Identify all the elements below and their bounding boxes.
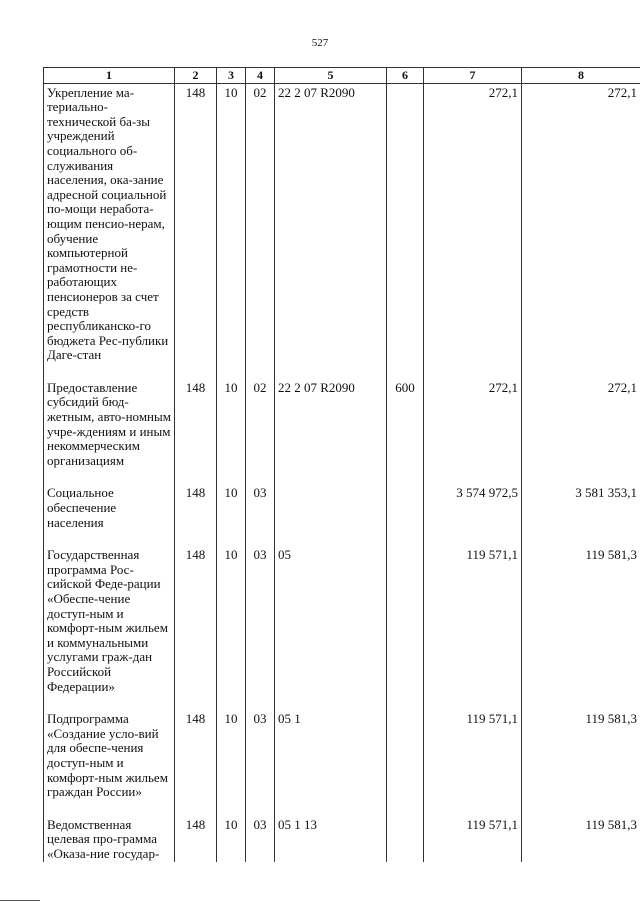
- cell-col-4: 03: [246, 546, 275, 694]
- cell-col-3: 10: [217, 83, 246, 363]
- budget-table: [43, 67, 640, 862]
- cell-col-5: 22 2 07 R2090: [275, 83, 387, 363]
- cell-col-4: 02: [246, 379, 275, 469]
- cell-col-6: [387, 816, 424, 862]
- cell-col-6: [387, 546, 424, 694]
- cell-col-7: 272,1: [424, 379, 522, 469]
- cell-col-4: 02: [246, 83, 275, 363]
- cell-col-6: [387, 484, 424, 530]
- cell-col-4: 03: [246, 484, 275, 530]
- cell-col-3: 10: [217, 816, 246, 862]
- cell-col-5: 22 2 07 R2090: [275, 379, 387, 469]
- cell-col-2: 148: [175, 710, 217, 800]
- row-spacer: [44, 363, 640, 379]
- table-row: [44, 484, 640, 530]
- cell-col-5: 05 1 13: [275, 816, 387, 862]
- cell-col-8: 272,1: [522, 83, 640, 363]
- row-spacer: [44, 468, 640, 484]
- cell-col-7: 119 571,1: [424, 710, 522, 800]
- header-col-7: 7: [424, 68, 522, 84]
- table-row: [44, 710, 640, 800]
- header-col-8: 8: [522, 68, 640, 84]
- cell-col-2: 148: [175, 484, 217, 530]
- row-spacer: [44, 800, 640, 816]
- table-row: [44, 83, 640, 363]
- row-name: Подпрограмма «Создание усло-вий для обеспе-чения доступ-ным и комфорт-ным жильем граждан России»: [44, 710, 175, 800]
- header-row: [44, 68, 640, 84]
- row-name: Государственная программа Рос-сийской Феде-рации «Обеспе-чение доступ-ным и комфорт-ным жильем и коммунальными услугами граж-дан Российской Федерации»: [44, 546, 175, 694]
- cell-col-6: 600: [387, 379, 424, 469]
- cell-col-8: 3 581 353,1: [522, 484, 640, 530]
- row-name: Ведомственная целевая про-грамма «Оказа-ние государ-: [44, 816, 175, 862]
- cell-col-3: 10: [217, 546, 246, 694]
- footer-divider: [0, 900, 40, 901]
- cell-col-5: [275, 484, 387, 530]
- cell-col-3: 10: [217, 710, 246, 800]
- cell-col-3: 10: [217, 484, 246, 530]
- table-row: [44, 379, 640, 469]
- row-spacer: [44, 530, 640, 546]
- cell-col-8: 272,1: [522, 379, 640, 469]
- cell-col-5: 05: [275, 546, 387, 694]
- row-name: Социальное обеспечение населения: [44, 484, 175, 530]
- header-col-1: 1: [44, 68, 175, 84]
- header-col-2: 2: [175, 68, 217, 84]
- page-number: 527: [311, 37, 329, 49]
- cell-col-7: 119 571,1: [424, 546, 522, 694]
- cell-col-6: [387, 83, 424, 363]
- header-col-4: 4: [246, 68, 275, 84]
- cell-col-8: 119 581,3: [522, 710, 640, 800]
- cell-col-4: 03: [246, 710, 275, 800]
- row-spacer: [44, 694, 640, 710]
- cell-col-5: 05 1: [275, 710, 387, 800]
- row-name: Предоставление субсидий бюд-жетным, авто-номным учре-ждениям и иным некоммерческим организациям: [44, 379, 175, 469]
- cell-col-7: 272,1: [424, 83, 522, 363]
- header-col-5: 5: [275, 68, 387, 84]
- cell-col-3: 10: [217, 379, 246, 469]
- cell-col-8: 119 581,3: [522, 546, 640, 694]
- cell-col-4: 03: [246, 816, 275, 862]
- header-col-3: 3: [217, 68, 246, 84]
- cell-col-2: 148: [175, 83, 217, 363]
- cell-col-2: 148: [175, 546, 217, 694]
- header-col-6: 6: [387, 68, 424, 84]
- table-row: [44, 816, 640, 862]
- cell-col-8: 119 581,3: [522, 816, 640, 862]
- table-row: [44, 546, 640, 694]
- cell-col-2: 148: [175, 379, 217, 469]
- cell-col-6: [387, 710, 424, 800]
- cell-col-2: 148: [175, 816, 217, 862]
- cell-col-7: 119 571,1: [424, 816, 522, 862]
- row-name: Укрепление ма-териально-технической ба-зы учреждений социального об-служивания населения, ока-зание адресной социальной по-мощи неработа-ющим пенсио-нерам, обучение компьютерной грамотности не-работающих пенсионеров за счет средств республиканско-го бюджета Рес-публики Даге-стан: [44, 83, 175, 363]
- cell-col-7: 3 574 972,5: [424, 484, 522, 530]
